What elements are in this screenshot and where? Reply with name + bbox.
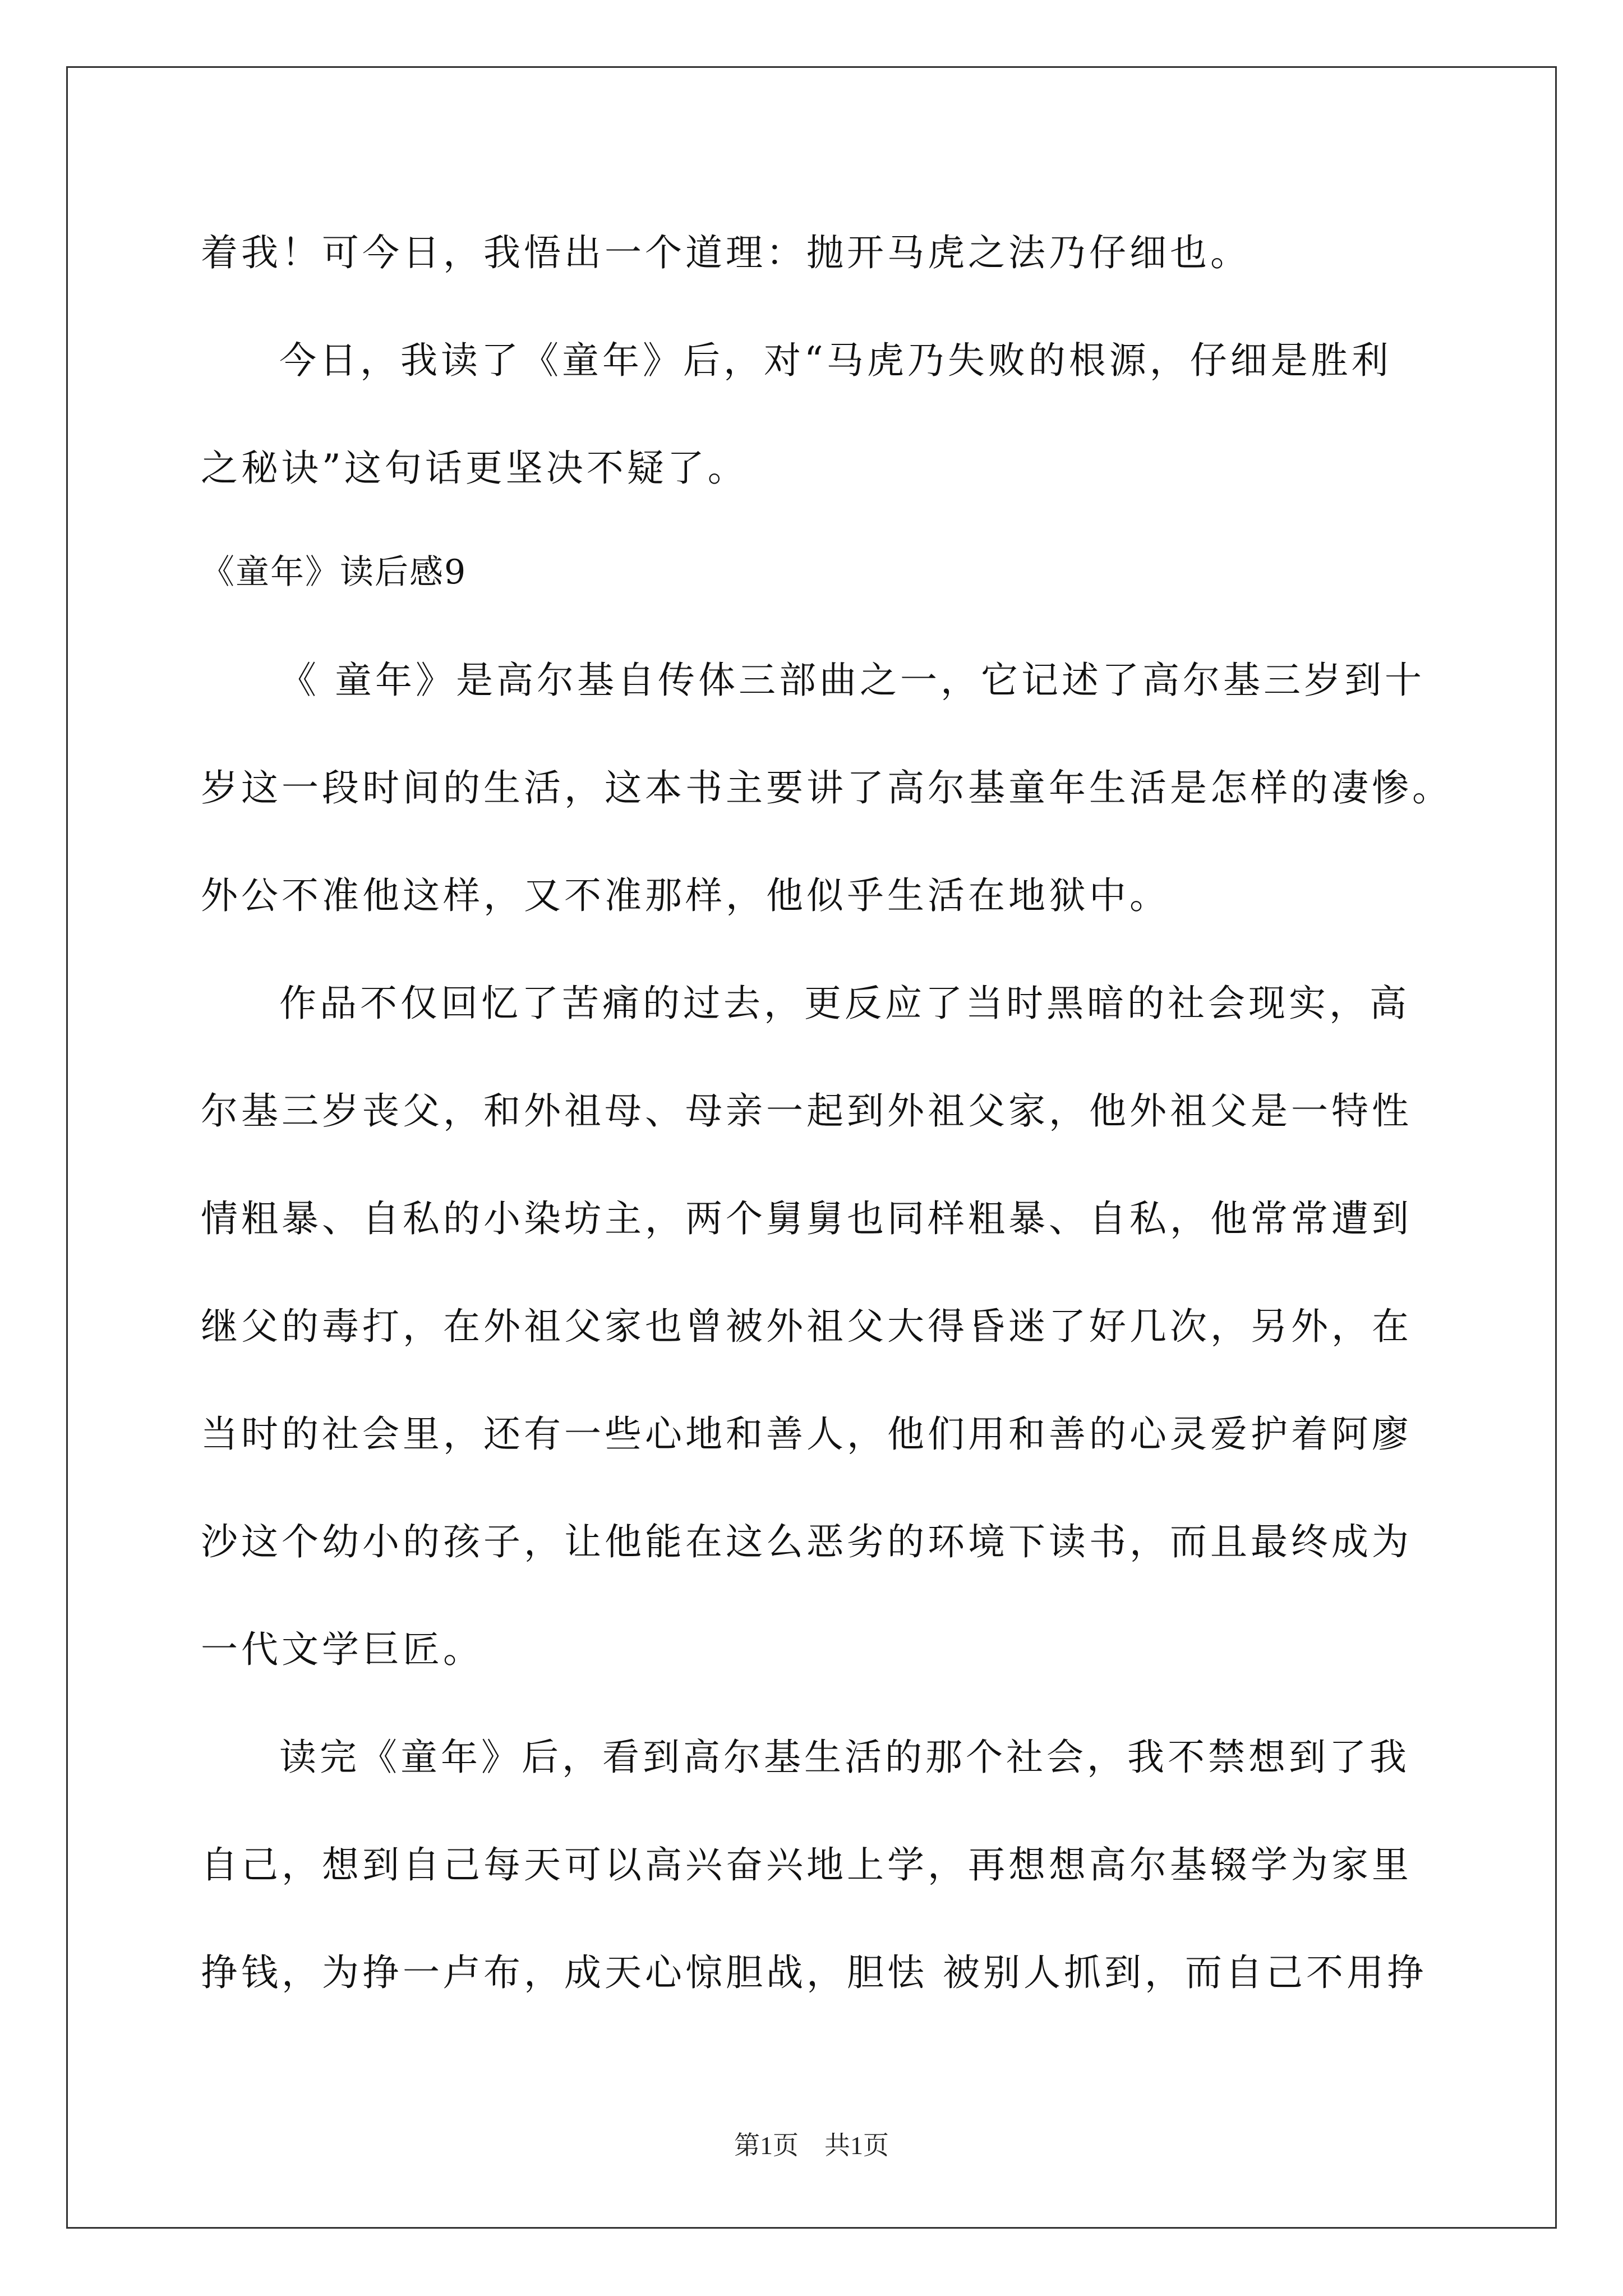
paragraph-line: 自己，想到自己每天可以高兴奋兴地上学，再想想高尔基辍学为家里 bbox=[201, 1843, 1412, 1887]
paragraph-line: 《 童年》是高尔基自传体三部曲之一，它记述了高尔基三岁到十 bbox=[279, 659, 1425, 702]
paragraph-line: 挣钱，为挣一卢布，成天心惊胆战，胆怯 被别人抓到，而自己不用挣 bbox=[201, 1951, 1427, 1994]
paragraph-line: 着我！可今日，我悟出一个道理：抛开马虎之法乃仔细也。 bbox=[201, 231, 1251, 274]
paragraph-line: 作品不仅回忆了苦痛的过去，更反应了当时黑暗的社会现实，高 bbox=[279, 982, 1410, 1025]
paragraph-line: 读完《童年》后，看到高尔基生活的那个社会，我不禁想到了我 bbox=[279, 1736, 1410, 1779]
paragraph-line: 尔基三岁丧父，和外祖母、母亲一起到外祖父家，他外祖父是一特性 bbox=[201, 1089, 1412, 1133]
paragraph-line: 今日，我读了《童年》后，对“马虎乃失败的根源，仔细是胜利 bbox=[279, 339, 1392, 382]
paragraph-line: 一代文学巨匠。 bbox=[201, 1628, 483, 1671]
paragraph-line: 岁这一段时间的生活，这本书主要讲了高尔基童年生活是怎样的凄惨。 bbox=[201, 766, 1453, 809]
paragraph-line: 继父的毒打，在外祖父家也曾被外祖父大得昏迷了好几次，另外，在 bbox=[201, 1305, 1412, 1348]
page-number-footer: 第1页 共1页 bbox=[734, 2131, 889, 2160]
paragraph-line: 外公不准他这样，又不准那样，他似乎生活在地狱中。 bbox=[201, 874, 1170, 917]
paragraph-line: 当时的社会里，还有一些心地和善人，他们用和善的心灵爱护着阿廖 bbox=[201, 1412, 1412, 1456]
section-heading: 《童年》读后感9 bbox=[201, 553, 467, 592]
paragraph-line: 情粗暴、自私的小染坊主，两个舅舅也同样粗暴、自私，他常常遭到 bbox=[201, 1197, 1412, 1240]
page-border bbox=[66, 66, 1557, 2229]
paragraph-line: 之秘诀”这句话更坚决不疑了。 bbox=[201, 447, 748, 490]
paragraph-line: 沙这个幼小的孩子，让他能在这么恶劣的环境下读书，而且最终成为 bbox=[201, 1520, 1412, 1563]
